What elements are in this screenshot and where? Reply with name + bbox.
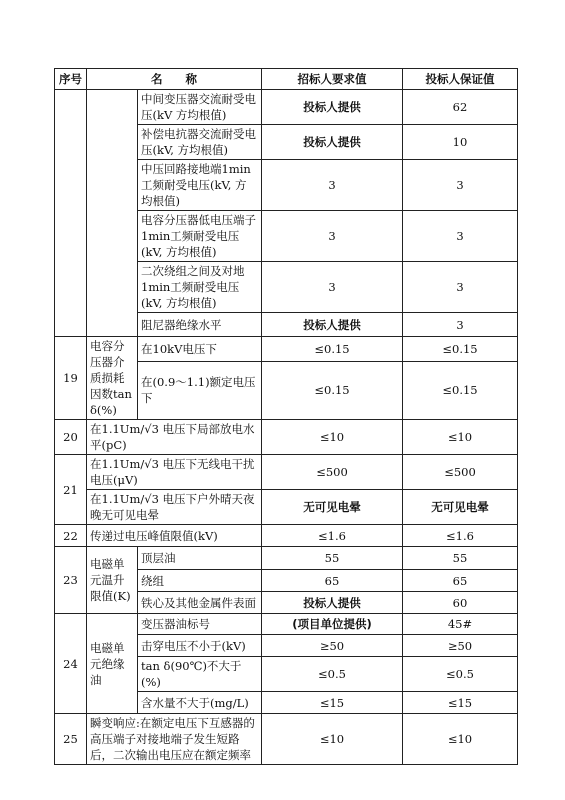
param-cell: 在1.1Um/√3 电压下无线电干扰电压(μV) bbox=[87, 455, 262, 490]
seq-cell: 20 bbox=[55, 420, 87, 455]
name-cell: 电磁单元温升限值(K) bbox=[87, 547, 138, 614]
header-required: 招标人要求值 bbox=[262, 69, 403, 90]
guaranteed-cell: ≤1.6 bbox=[403, 525, 518, 547]
param-cell: 传递过电压峰值限值(kV) bbox=[87, 525, 262, 547]
spec-table bbox=[54, 68, 518, 765]
param-cell: 击穿电压不小于(kV) bbox=[138, 635, 262, 657]
required-cell: 65 bbox=[262, 570, 403, 592]
param-cell: 含水量不大于(mg/L) bbox=[138, 692, 262, 714]
required-cell: 3 bbox=[262, 160, 403, 211]
required-cell: 无可见电晕 bbox=[262, 490, 403, 525]
guaranteed-cell: 3 bbox=[403, 262, 518, 313]
guaranteed-cell: 62 bbox=[403, 90, 518, 125]
param-cell: 二次绕组之间及对地1min工频耐受电压(kV, 方均根值) bbox=[138, 262, 262, 313]
required-cell: ≤10 bbox=[262, 420, 403, 455]
required-cell: ≤0.15 bbox=[262, 361, 403, 419]
seq-cell: 24 bbox=[55, 614, 87, 714]
guaranteed-cell: ≤10 bbox=[403, 420, 518, 455]
required-cell: 55 bbox=[262, 547, 403, 570]
table-row bbox=[55, 525, 518, 547]
param-cell: 中压回路接地端1min工频耐受电压(kV, 方均根值) bbox=[138, 160, 262, 211]
param-cell: 绕组 bbox=[138, 570, 262, 592]
guaranteed-cell: 10 bbox=[403, 125, 518, 160]
table-row bbox=[55, 714, 518, 765]
header-row bbox=[55, 69, 518, 90]
guaranteed-cell: ≤0.15 bbox=[403, 337, 518, 362]
required-cell: ≤0.5 bbox=[262, 657, 403, 692]
table-row bbox=[55, 90, 518, 125]
param-cell: 铁心及其他金属件表面 bbox=[138, 592, 262, 614]
required-cell: 3 bbox=[262, 262, 403, 313]
required-cell: 投标人提供 bbox=[262, 592, 403, 614]
required-cell: 投标人提供 bbox=[262, 125, 403, 160]
seq-cell: 19 bbox=[55, 337, 87, 420]
param-cell: 在10kV电压下 bbox=[138, 337, 262, 362]
required-cell: ≤1.6 bbox=[262, 525, 403, 547]
param-cell: 顶层油 bbox=[138, 547, 262, 570]
required-cell: ≤10 bbox=[262, 714, 403, 765]
guaranteed-cell: 55 bbox=[403, 547, 518, 570]
param-cell: 补偿电抗器交流耐受电压(kV, 方均根值) bbox=[138, 125, 262, 160]
param-cell: 瞬变响应:在额定电压下互感器的高压端子对接地端子发生短路后，二次输出电压应在额定频率 bbox=[87, 714, 262, 765]
guaranteed-cell: 45# bbox=[403, 614, 518, 635]
table-row bbox=[55, 547, 518, 570]
param-cell: 在(0.9～1.1)额定电压下 bbox=[138, 361, 262, 419]
param-cell: 在1.1Um/√3 电压下户外晴天夜晚无可见电晕 bbox=[87, 490, 262, 525]
param-cell: 在1.1Um/√3 电压下局部放电水平(pC) bbox=[87, 420, 262, 455]
seq-cell-empty bbox=[55, 90, 87, 337]
guaranteed-cell: ≥50 bbox=[403, 635, 518, 657]
guaranteed-cell: 3 bbox=[403, 313, 518, 337]
required-cell: ≤0.15 bbox=[262, 337, 403, 362]
table-row bbox=[55, 420, 518, 455]
required-cell: ≤500 bbox=[262, 455, 403, 490]
table-row bbox=[55, 614, 518, 635]
guaranteed-cell: 无可见电晕 bbox=[403, 490, 518, 525]
required-cell: (项目单位提供) bbox=[262, 614, 403, 635]
required-cell: 投标人提供 bbox=[262, 313, 403, 337]
table-row bbox=[55, 455, 518, 490]
seq-cell: 22 bbox=[55, 525, 87, 547]
param-cell: 变压器油标号 bbox=[138, 614, 262, 635]
guaranteed-cell: ≤0.15 bbox=[403, 361, 518, 419]
table-row bbox=[55, 337, 518, 362]
seq-cell: 23 bbox=[55, 547, 87, 614]
guaranteed-cell: 3 bbox=[403, 211, 518, 262]
guaranteed-cell: ≤500 bbox=[403, 455, 518, 490]
guaranteed-cell: 65 bbox=[403, 570, 518, 592]
name-cell: 电磁单元绝缘油 bbox=[87, 614, 138, 714]
guaranteed-cell: 3 bbox=[403, 160, 518, 211]
param-cell: 阻尼器绝缘水平 bbox=[138, 313, 262, 337]
table-row bbox=[55, 490, 518, 525]
header-seq: 序号 bbox=[55, 69, 87, 90]
guaranteed-cell: 60 bbox=[403, 592, 518, 614]
header-guaranteed: 投标人保证值 bbox=[403, 69, 518, 90]
guaranteed-cell: ≤0.5 bbox=[403, 657, 518, 692]
required-cell: 3 bbox=[262, 211, 403, 262]
required-cell: ≤15 bbox=[262, 692, 403, 714]
name-cell: 电容分压器介质损耗因数tan δ(%) bbox=[87, 337, 138, 420]
name-cell-empty bbox=[87, 90, 138, 337]
guaranteed-cell: ≤15 bbox=[403, 692, 518, 714]
guaranteed-cell: ≤10 bbox=[403, 714, 518, 765]
param-cell: tan δ(90℃)不大于(%) bbox=[138, 657, 262, 692]
seq-cell: 25 bbox=[55, 714, 87, 765]
param-cell: 中间变压器交流耐受电压(kV 方均根值) bbox=[138, 90, 262, 125]
header-name: 名 称 bbox=[87, 69, 262, 90]
required-cell: ≥50 bbox=[262, 635, 403, 657]
required-cell: 投标人提供 bbox=[262, 90, 403, 125]
seq-cell: 21 bbox=[55, 455, 87, 525]
param-cell: 电容分压器低电压端子1min工频耐受电压(kV, 方均根值) bbox=[138, 211, 262, 262]
